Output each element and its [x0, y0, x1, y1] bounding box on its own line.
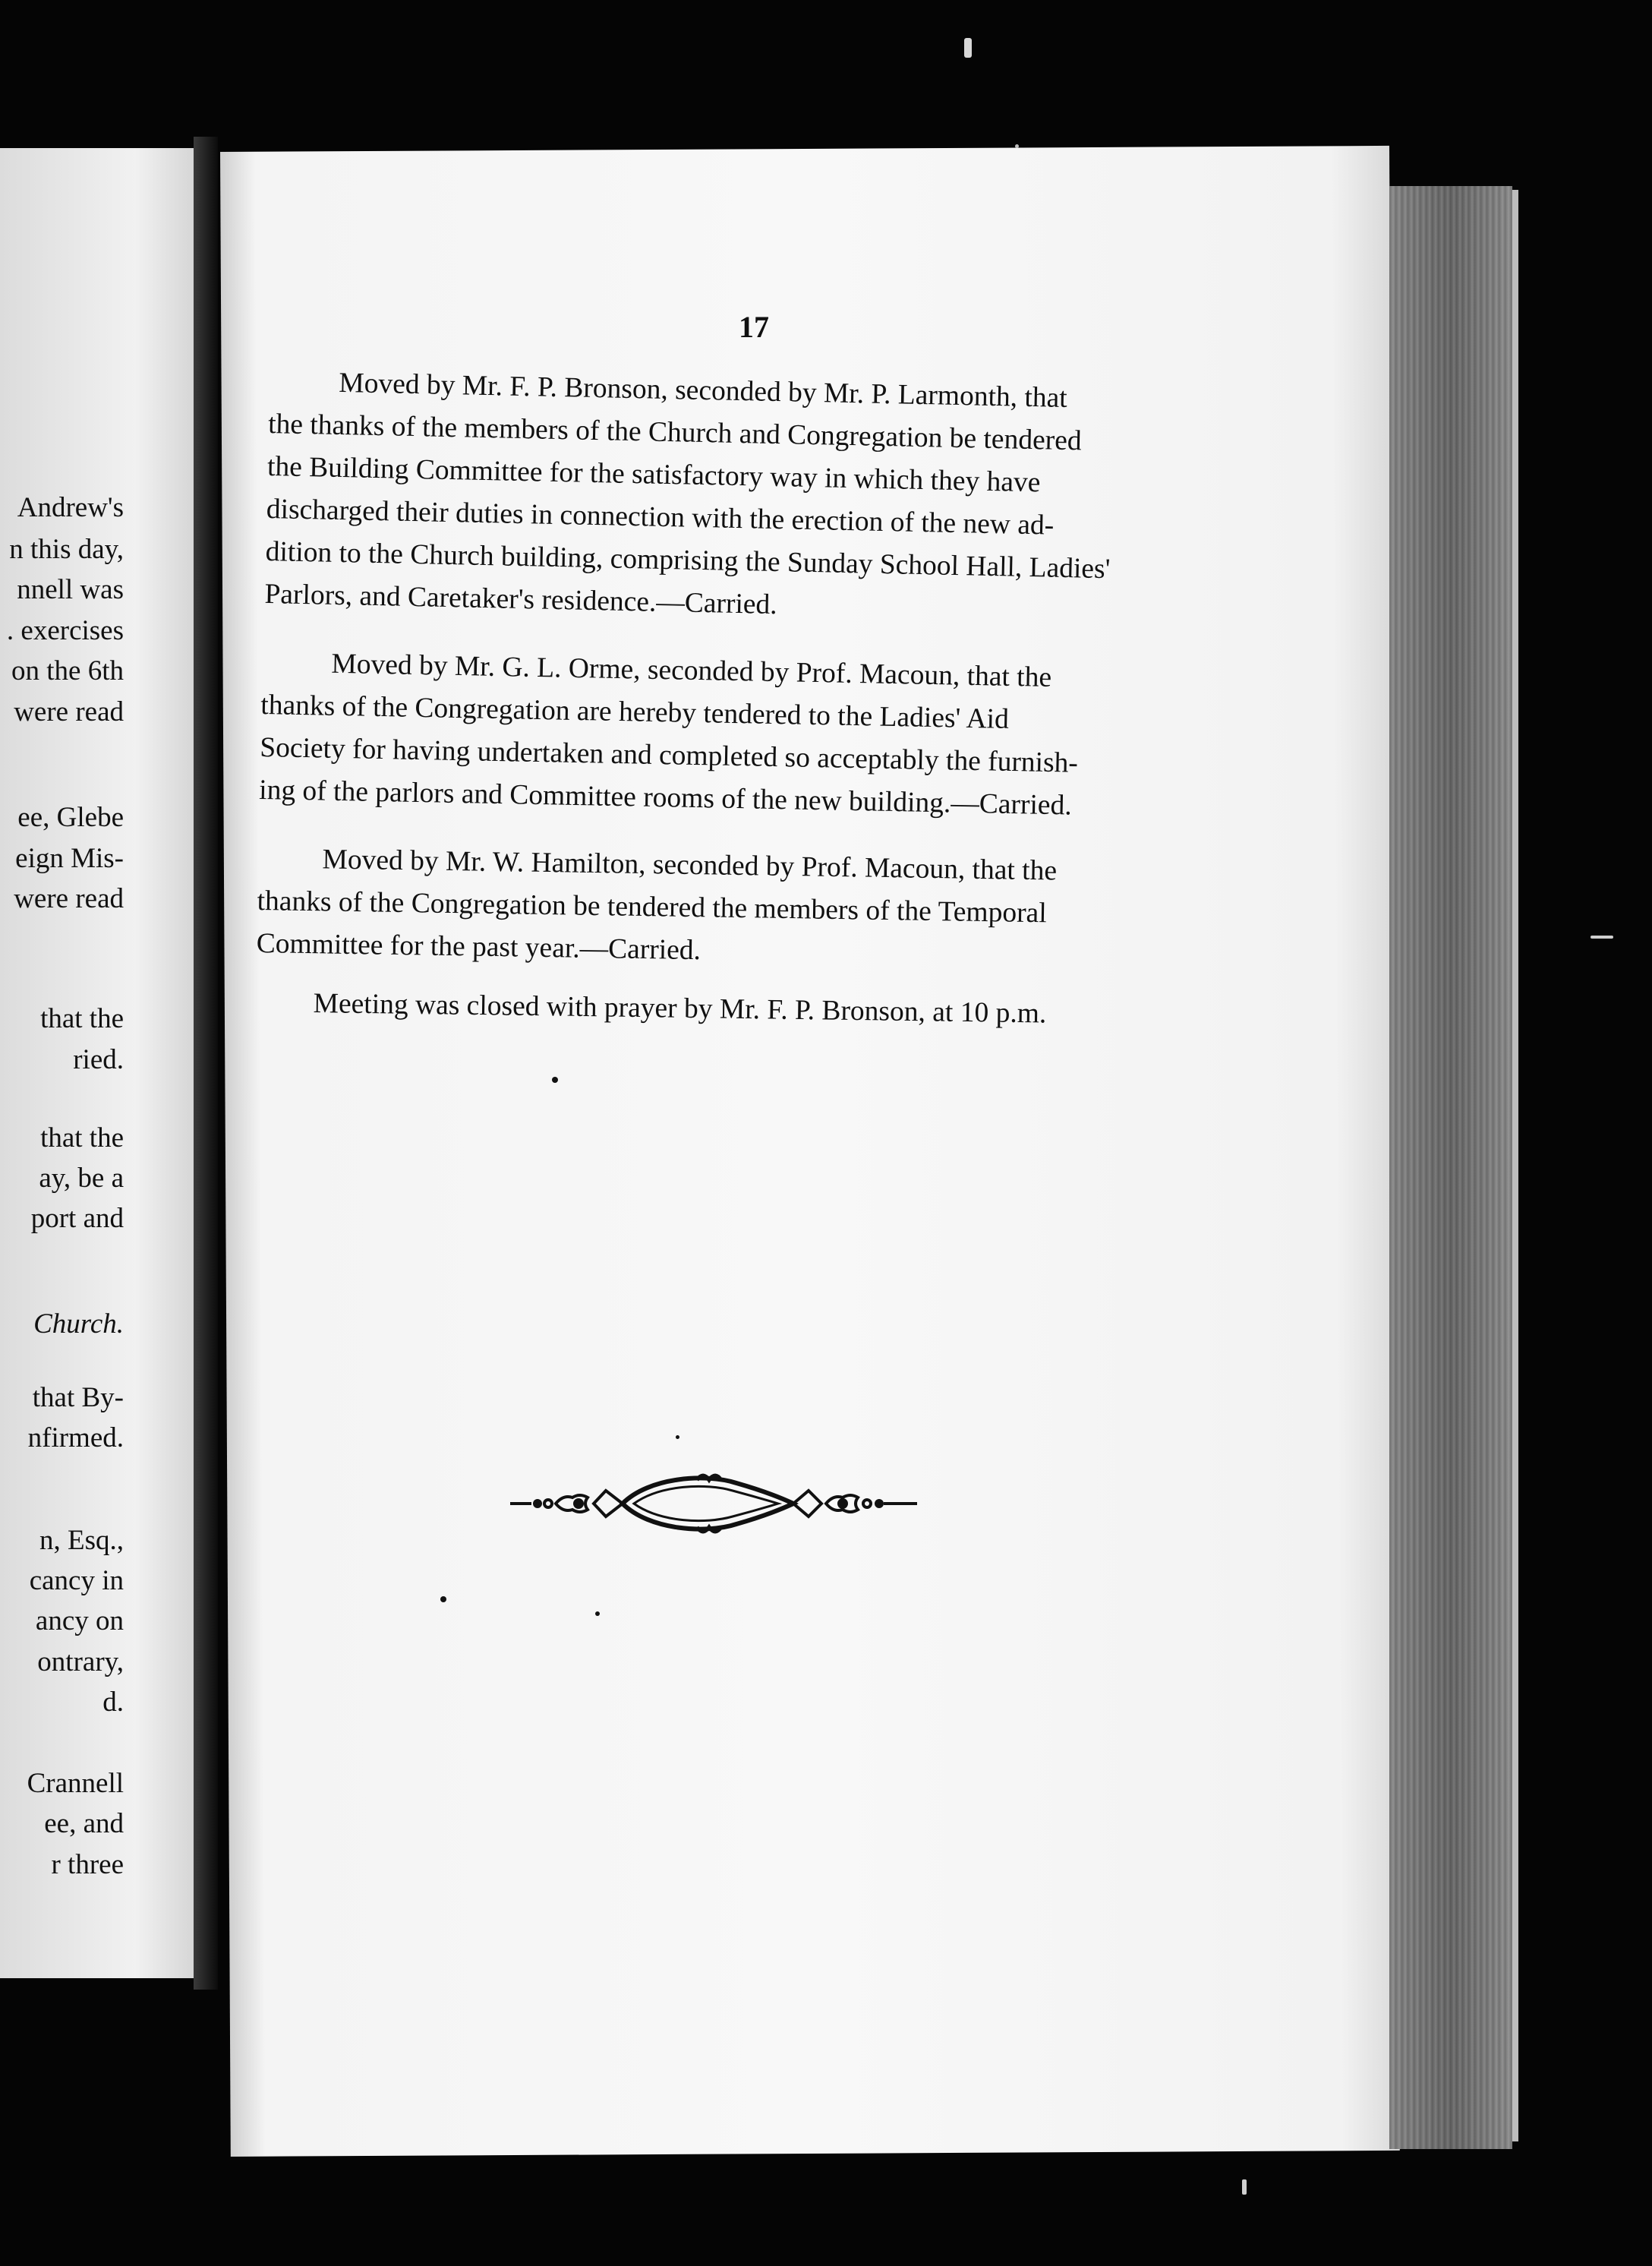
- left-page-line: were read: [14, 696, 124, 727]
- dust-speck: [552, 1077, 558, 1083]
- left-page-line: that the: [40, 1003, 124, 1034]
- paragraph-line: Moved by Mr. W. Hamilton, seconded by Prof. Macoun, that the: [322, 844, 1058, 887]
- left-page-line: were read: [14, 883, 124, 914]
- paragraph-line: Moved by Mr. F. P. Bronson, seconded by Mr. P. Larmonth, that: [338, 367, 1068, 415]
- left-page-line: cancy in: [29, 1565, 124, 1596]
- left-page-line: ried.: [73, 1044, 124, 1075]
- paragraph-line: Society for having undertaken and completed so acceptably the furnish-: [259, 731, 1079, 779]
- paragraph-temporal-committee: [256, 838, 1214, 980]
- left-page-line: ay, be a: [39, 1163, 124, 1194]
- left-page-line: Andrew's: [17, 492, 124, 523]
- dust-speck: [440, 1596, 446, 1602]
- left-page-line: . exercises: [6, 615, 124, 646]
- left-page-line: on the 6th: [11, 655, 124, 686]
- scan-mark: [1591, 936, 1613, 939]
- meeting-closing-line: Meeting was closed with prayer by Mr. F. P. Bronson, at 10 p.m.: [313, 987, 1047, 1030]
- left-page-line: nfirmed.: [27, 1422, 124, 1453]
- left-page-line: r three: [51, 1849, 124, 1880]
- book-gutter: [194, 137, 218, 1990]
- left-page-line: that the: [40, 1122, 124, 1154]
- left-page-line: n this day,: [9, 534, 124, 565]
- decorative-tailpiece-icon: [509, 1469, 919, 1538]
- left-page-line: eign Mis-: [15, 843, 124, 874]
- scan-mark: [1242, 2179, 1247, 2195]
- paragraph-line: Moved by Mr. G. L. Orme, seconded by Prof. Macoun, that the: [331, 648, 1052, 693]
- paragraph-line: Committee for the past year.—Carried.: [256, 927, 701, 967]
- left-page-line: ancy on: [35, 1605, 124, 1636]
- paragraph-line: Parlors, and Caretaker's residence.—Carried.: [264, 578, 778, 621]
- left-facing-page: [0, 148, 194, 1978]
- page-number: 17: [739, 310, 769, 344]
- dust-speck: [676, 1435, 679, 1439]
- left-page-line: that By-: [32, 1382, 124, 1413]
- left-page-line: ee, Glebe: [17, 802, 124, 833]
- paragraph-line: thanks of the Congregation be tendered the members of the Temporal: [257, 885, 1048, 929]
- left-page-line: ontrary,: [37, 1646, 124, 1677]
- left-page-line: d.: [102, 1687, 124, 1718]
- left-page-line: ee, and: [44, 1808, 124, 1839]
- left-page-line: port and: [30, 1203, 124, 1234]
- paragraph-line: the thanks of the members of the Church and Congregation be tendered: [267, 408, 1083, 457]
- page-fore-edge: [1389, 186, 1512, 2149]
- left-page-line: Church.: [33, 1308, 124, 1340]
- page-edge-highlight: [1512, 190, 1518, 2141]
- paragraph-line: discharged their duties in connection with the erection of the new ad-: [266, 493, 1055, 541]
- scan-mark: [964, 38, 972, 58]
- paragraph-line: the Building Committee for the satisfactory way in which they have: [266, 450, 1041, 499]
- dust-speck: [1015, 144, 1019, 148]
- paragraph-building-committee: [264, 361, 1234, 636]
- dust-speck: [595, 1611, 600, 1616]
- left-page-line: nnell was: [17, 574, 124, 605]
- paragraph-ladies-aid: [259, 642, 1219, 830]
- paragraph-line: dition to the Church building, comprising the Sunday School Hall, Ladies': [265, 535, 1111, 585]
- paragraph-line: thanks of the Congregation are hereby tendered to the Ladies' Aid: [260, 689, 1010, 735]
- paragraph-line: ing of the parlors and Committee rooms of the new building.—Carried.: [258, 774, 1073, 822]
- left-page-line: n, Esq.,: [39, 1525, 124, 1556]
- left-page-line: Crannell: [27, 1768, 124, 1799]
